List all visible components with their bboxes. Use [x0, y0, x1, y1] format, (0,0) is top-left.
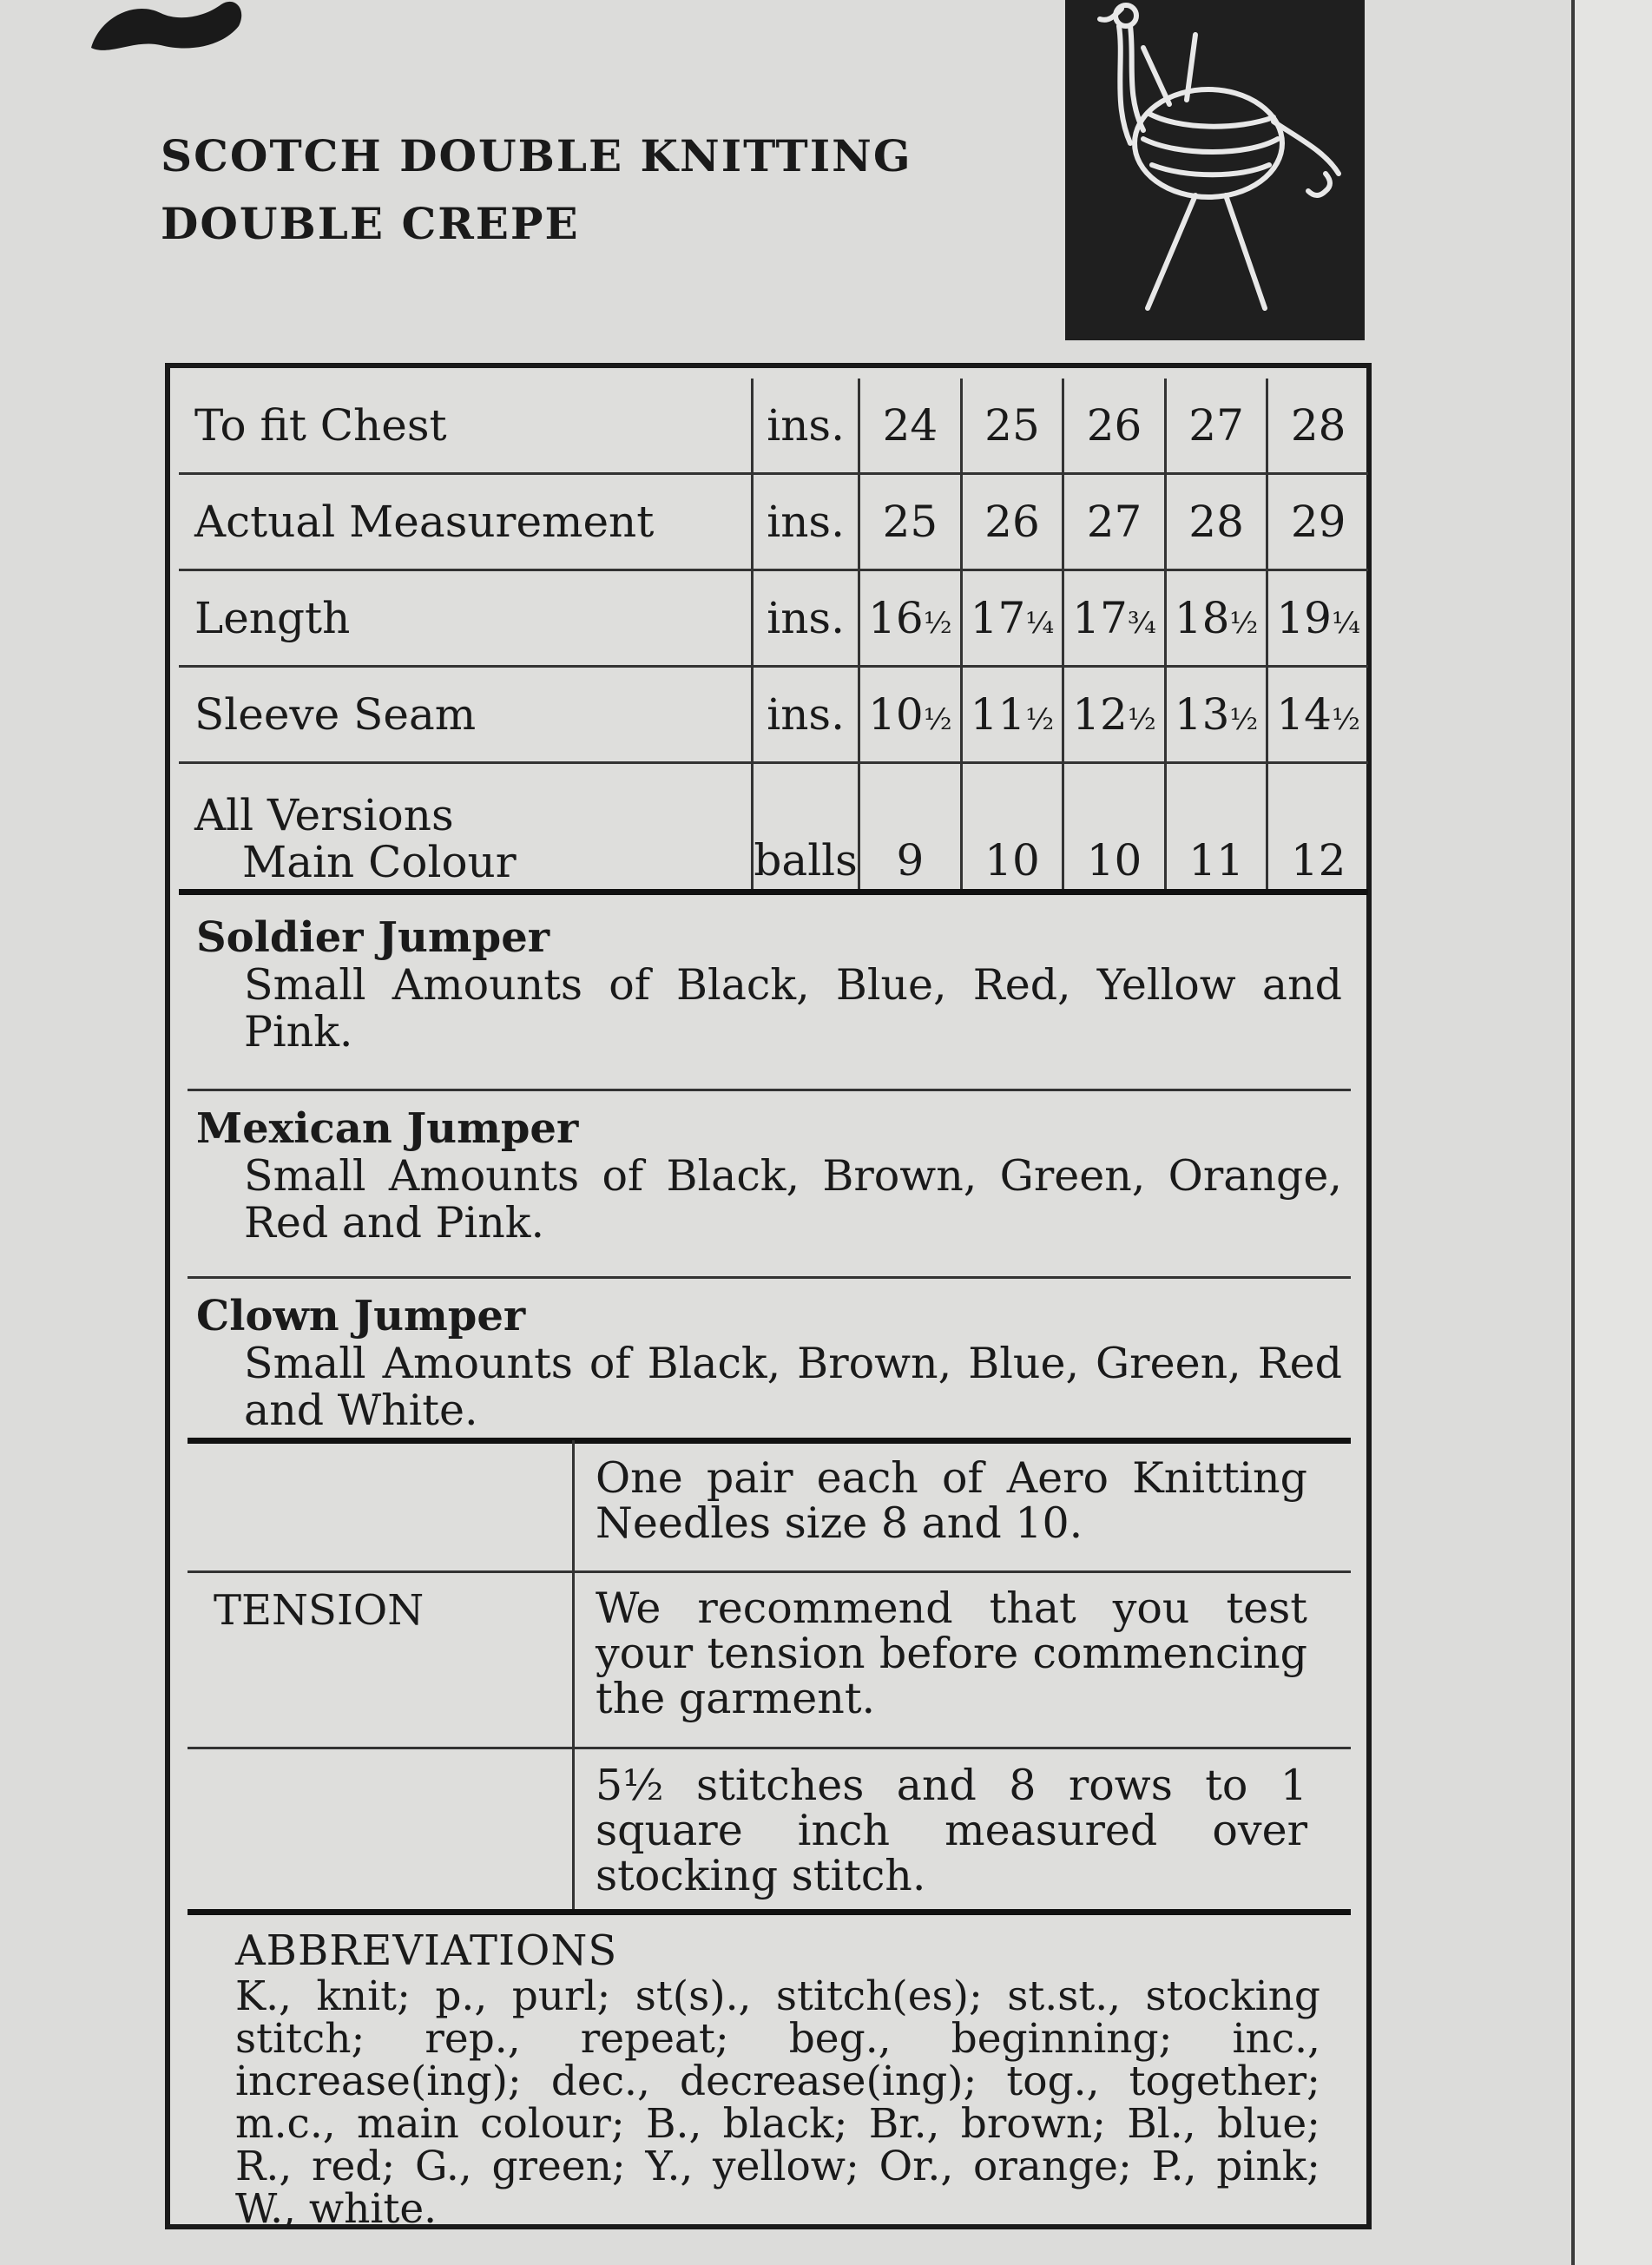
row-label: Length — [179, 570, 753, 667]
variant-clown — [196, 1292, 1342, 1434]
divider — [188, 1570, 572, 1573]
size-value: 17¾ — [1063, 570, 1166, 667]
pattern-info-card — [165, 363, 1372, 2233]
row-unit: ins. — [753, 474, 859, 570]
emu-knitting-badge — [1065, 0, 1365, 340]
size-value: 17¼ — [961, 570, 1063, 667]
table-row — [179, 667, 1368, 763]
row-unit: balls — [753, 763, 859, 892]
divider — [575, 1570, 1351, 1573]
size-value: 27 — [1063, 474, 1166, 570]
variant-body: Small Amounts of Black, Brown, Blue, Green, Red and White. — [244, 1339, 1342, 1435]
variant-soldier — [196, 913, 1342, 1056]
size-value: 25 — [859, 474, 962, 570]
abbreviations-body: K., knit; p., purl; st(s)., stitch(es); st.st., stocking stitch; rep., repeat; beg., beginning; inc., increase(ing); dec., decrease(ing); tog., together; m.c., main colour; B., black; Br., brown; Bl., blue; R., red; G., green; Y., yellow; Or., orange; P., pink; W., white. — [235, 1972, 1320, 2233]
tension-gauge-text: 5½ stitches and 8 rows to 1 square inch measured over stocking stitch. — [596, 1761, 1307, 1900]
brand-logo-fragment — [82, 0, 256, 69]
tension-column-divider — [572, 1440, 575, 1909]
size-value: 18½ — [1165, 570, 1267, 667]
size-value: 11 — [1165, 763, 1267, 892]
row-unit: ins. — [753, 570, 859, 667]
size-value: 28 — [1165, 474, 1267, 570]
tension-recommend-text: We recommend that you test your tension before commencing the garment. — [596, 1584, 1307, 1723]
table-row — [179, 379, 1368, 474]
size-value: 28 — [1267, 379, 1368, 474]
size-value: 11½ — [961, 667, 1063, 763]
row-label-line1: All Versions — [194, 790, 454, 840]
divider — [188, 1747, 572, 1749]
table-row — [179, 474, 1368, 570]
size-value: 19¼ — [1267, 570, 1368, 667]
size-value: 12½ — [1063, 667, 1166, 763]
variant-title: Soldier Jumper — [196, 913, 550, 962]
size-value: 10 — [961, 763, 1063, 892]
size-value: 27 — [1165, 379, 1267, 474]
table-row — [179, 570, 1368, 667]
variant-title: Clown Jumper — [196, 1292, 526, 1340]
divider — [188, 1909, 1351, 1915]
size-value: 26 — [961, 474, 1063, 570]
row-unit: ins. — [753, 667, 859, 763]
size-value: 24 — [859, 379, 962, 474]
size-value: 10½ — [859, 667, 962, 763]
size-value: 9 — [859, 763, 962, 892]
abbreviations-title: ABBREVIATIONS — [235, 1926, 618, 1975]
row-label — [179, 763, 753, 892]
tension-label: TENSION — [214, 1586, 425, 1635]
table-row — [179, 763, 1368, 892]
variant-body: Small Amounts of Black, Blue, Red, Yellow and Pink. — [244, 960, 1342, 1057]
size-value: 13½ — [1165, 667, 1267, 763]
variant-title: Mexican Jumper — [196, 1104, 579, 1153]
row-label-line2: Main Colour — [242, 837, 517, 887]
abbreviations-section — [235, 1926, 1320, 2233]
variant-body: Small Amounts of Black, Brown, Green, Orange, Red and Pink. — [244, 1151, 1342, 1248]
brand-heading-line1: SCOTCH DOUBLE KNITTING — [161, 130, 912, 181]
page-edge-line — [1571, 0, 1575, 2265]
size-value: 14½ — [1267, 667, 1368, 763]
tension-section — [188, 1440, 1351, 1909]
variant-mexican — [196, 1104, 1342, 1247]
divider — [575, 1747, 1351, 1749]
emu-yarn-icon — [1065, 0, 1365, 340]
sizes-table — [179, 379, 1368, 895]
row-label: Sleeve Seam — [179, 667, 753, 763]
row-label: Actual Measurement — [179, 474, 753, 570]
page-margin — [1575, 0, 1652, 2265]
row-label: To fit Chest — [179, 379, 753, 474]
size-value: 25 — [961, 379, 1063, 474]
needles-text: One pair each of Aero Knitting Needles size 8 and 10. — [596, 1453, 1307, 1548]
size-value: 29 — [1267, 474, 1368, 570]
row-unit: ins. — [753, 379, 859, 474]
divider — [188, 1276, 1351, 1279]
size-value: 16½ — [859, 570, 962, 667]
divider — [188, 1089, 1351, 1091]
size-value: 26 — [1063, 379, 1166, 474]
size-value: 10 — [1063, 763, 1166, 892]
brand-heading-line2: DOUBLE CREPE — [161, 198, 580, 249]
size-value: 12 — [1267, 763, 1368, 892]
